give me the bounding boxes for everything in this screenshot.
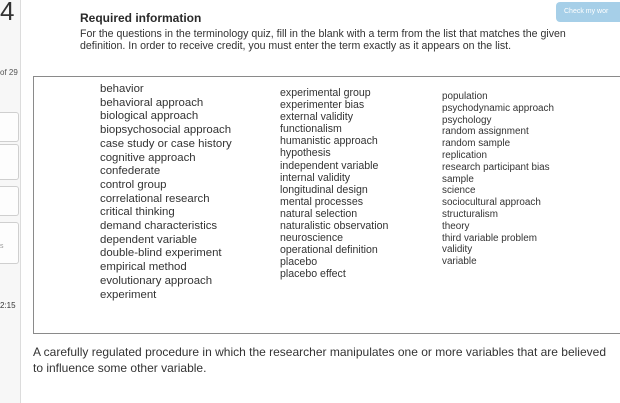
term-item: external validity: [280, 111, 354, 124]
term-column-3: [442, 91, 554, 268]
term-item: mental processes: [280, 195, 364, 208]
small-label: s: [0, 243, 4, 250]
term-item: neuroscience: [280, 232, 344, 245]
term-item: experiment: [100, 288, 157, 301]
timer-text: 2:15: [0, 301, 16, 310]
term-item: experimenter bias: [280, 99, 365, 112]
timer-box: [0, 144, 19, 310]
term-item: population: [442, 91, 488, 102]
term-item: internal validity: [280, 171, 351, 184]
term-item: replication: [442, 149, 488, 161]
term-item: control group: [100, 178, 167, 191]
term-item: placebo effect: [280, 268, 346, 281]
term-item: evolutionary approach: [100, 274, 213, 287]
term-item: psychodynamic approach: [442, 102, 554, 114]
term-item: random assignment: [442, 126, 529, 138]
term-item: placebo: [280, 256, 318, 269]
term-item: demand characteristics: [100, 220, 218, 233]
nav-box-3[interactable]: [0, 222, 19, 264]
term-item: confederate: [100, 165, 161, 178]
term-item: sample: [442, 173, 474, 185]
definition-question: A carefully regulated procedure in which the researcher manipulates one or more variables that are believed to influence some other variable.: [33, 345, 606, 375]
term-column-2: [280, 87, 388, 281]
term-item: sociocultural approach: [442, 197, 541, 209]
term-item: structuralism: [442, 208, 498, 220]
term-item: longitudinal design: [280, 183, 368, 196]
term-item: humanistic approach: [280, 135, 378, 148]
term-item: theory: [442, 220, 470, 232]
term-item: functionalism: [280, 123, 342, 136]
term-item: independent variable: [280, 159, 379, 172]
term-item: variable: [442, 256, 477, 268]
quiz-instructions: For the questions in the terminology quiz, fill in the blank with a term from the list that matches the given definition. In order to receive credit, you must enter the term exactly as it appears on the list.: [80, 28, 566, 52]
term-item: validity: [442, 244, 473, 256]
term-item: dependent variable: [100, 233, 197, 246]
term-item: case study or case history: [100, 137, 232, 150]
term-item: research participant bias: [442, 161, 550, 173]
term-item: critical thinking: [100, 206, 175, 219]
term-item: correlational research: [100, 192, 210, 205]
term-item: random sample: [442, 138, 511, 150]
term-item: operational definition: [280, 244, 378, 257]
term-item: double-blind experiment: [100, 247, 222, 260]
nav-box-2[interactable]: [0, 186, 19, 216]
nav-box-1[interactable]: [0, 112, 19, 142]
term-item: cognitive approach: [100, 151, 196, 164]
term-item: experimental group: [280, 87, 371, 99]
term-item: behavior: [100, 83, 144, 95]
term-item: hypothesis: [280, 147, 331, 160]
term-item: science: [442, 185, 476, 197]
term-column-1: [100, 83, 232, 302]
term-item: psychology: [442, 114, 492, 126]
term-item: empirical method: [100, 261, 187, 274]
term-item: biological approach: [100, 110, 199, 123]
term-item: naturalistic observation: [280, 220, 389, 233]
question-number: 4: [0, 0, 15, 26]
term-item: behavioral approach: [100, 96, 204, 109]
question-count-label: of 29: [0, 68, 18, 77]
term-item: third variable problem: [442, 232, 537, 244]
term-item: natural selection: [280, 207, 358, 220]
required-info-heading: Required information: [80, 11, 202, 25]
term-item: biopsychosocial approach: [100, 124, 232, 137]
check-my-work-button[interactable]: Check my wor: [556, 2, 620, 22]
